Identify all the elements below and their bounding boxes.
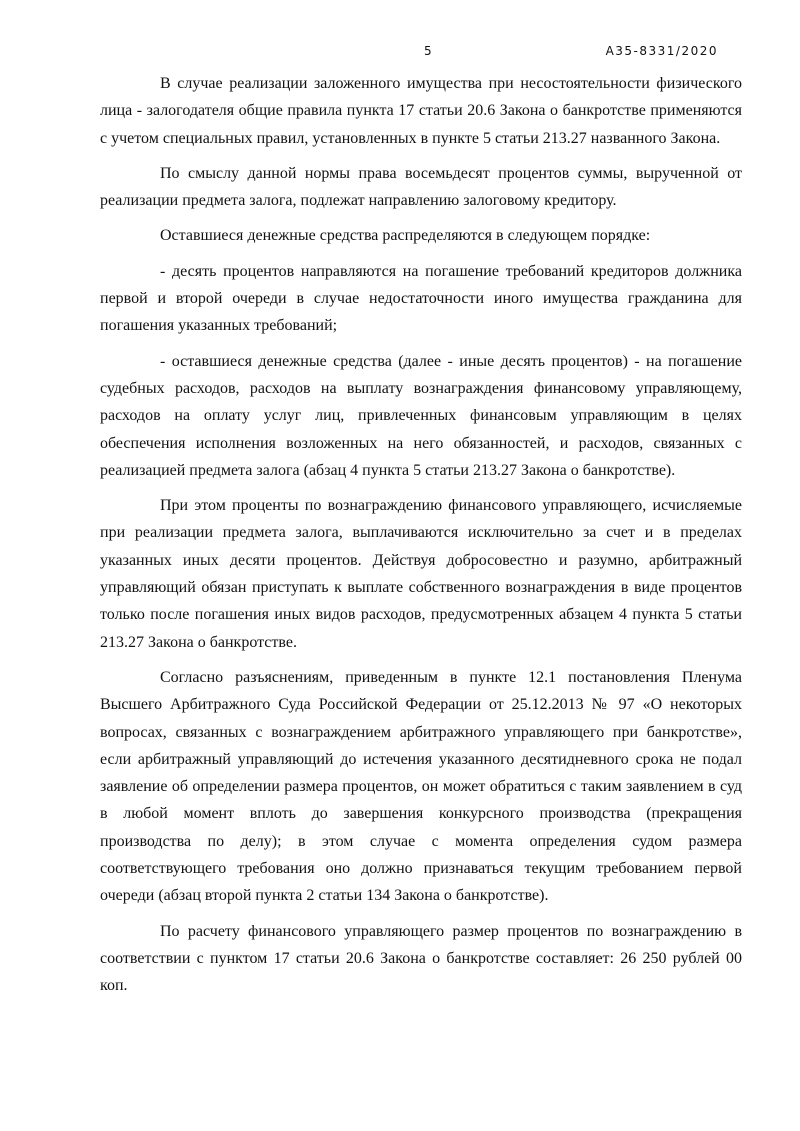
page-header [0, 44, 800, 64]
paragraph-pledge-sale-rules: В случае реализации заложенного имущества при несостоятельности физического лица - залогодателя общие правила пункта 17 статьи 20.6 Закона о банкротстве применяются с учетом специальных правил, установленных в пункте 5 статьи 213.27 названного Закона. [100, 75, 742, 147]
paragraph-remaining-funds: Оставшиеся денежные средства распределяются в следующем порядке: [160, 227, 651, 245]
paragraph-other-ten-percent: - оставшиеся денежные средства (далее - иные десять процентов) - на погашение судебных расходов, расходов на выплату вознаграждения финансовому управляющему, расходов на оплату услуг лиц, привлеченных финансовым управляющим в целях обеспечения исполнения возложенных на него обязанностей, и расходов, связанных с реализацией предмета залога (абзац 4 пункта 5 статьи 213.27 Закона о банкротстве). [100, 352, 742, 479]
paragraph-ten-percent: - десять процентов направляются на погашение требований кредиторов должника первой и второй очереди в случае недостаточности иного имущества гражданина для погашения указанных требований; [100, 262, 742, 335]
document-body [100, 70, 742, 1000]
page-number: 5 [424, 44, 433, 58]
paragraph-manager-fee: При этом проценты по вознаграждению финансового управляющего, исчисляемые при реализации предмета залога, выплачиваются исключительно за счет и в пределах указанных иных десяти процентов. Действуя добросовестно и разумно, арбитражный управляющий обязан приступать к выплате собственного вознаграждения в виде процентов только после погашения иных видов расходов, предусмотренных абзацем 4 пункта 5 статьи 213.27 Закона о банкротстве. [100, 497, 742, 651]
paragraph-eighty-percent: По смыслу данной нормы права восемьдесят процентов суммы, вырученной от реализации предмета залога, подлежат направлению залоговому кредитору. [100, 164, 742, 210]
case-number: А35-8331/2020 [605, 44, 718, 58]
paragraph-plenum-clarification: Согласно разъяснениям, приведенным в пункте 12.1 постановления Пленума Высшего Арбитражного Суда Российской Федерации от 25.12.2013 № 97 «О некоторых вопросах, связанных с вознаграждением арбитражного управляющего при банкротстве», если арбитражный управляющий до истечения указанного десятидневного срока не подал заявление об определении размера процентов, он может обратиться с таким заявлением в суд в любой момент вплоть до завершения конкурсного производства (прекращения производства по делу); в этом случае с момента определения судом размера соответствующего требования оно должно признаваться текущим требованием первой очереди (абзац второй пункта 2 статьи 134 Закона о банкротстве). [100, 668, 742, 905]
paragraph-fee-calculation: По расчету финансового управляющего размер процентов по вознаграждению в соответствии с пунктом 17 статьи 20.6 Закона о банкротстве составляет: 26 250 рублей 00 коп. [100, 922, 742, 995]
